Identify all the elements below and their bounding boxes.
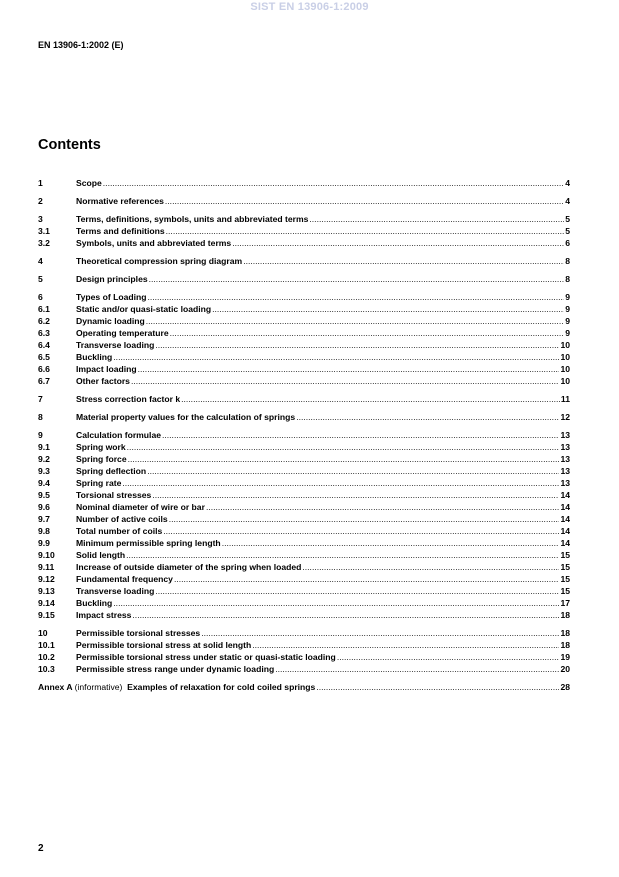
toc-entry-title: Material property values for the calculation of springs — [76, 412, 296, 422]
dot-leader — [138, 363, 560, 375]
toc-entry-title: Fundamental frequency — [76, 574, 173, 584]
toc-entry-number: 8 — [38, 412, 43, 422]
toc-entry-page: 10 — [560, 364, 570, 374]
toc-entry-number: 6.1 — [38, 304, 50, 314]
toc-entry[interactable] — [38, 429, 570, 441]
toc-entry-page: 13 — [560, 478, 570, 488]
dot-leader — [113, 351, 559, 363]
dot-leader — [309, 213, 564, 225]
dot-leader — [127, 441, 560, 453]
toc-entry-title: Other factors — [76, 376, 130, 386]
toc-entry-number: 6 — [38, 292, 43, 302]
toc-entry-title: Buckling — [76, 598, 113, 608]
toc-entry-number: 9.10 — [38, 550, 55, 560]
toc-entry[interactable] — [38, 237, 570, 249]
toc-entry-number: 9.14 — [38, 598, 55, 608]
toc-entry[interactable] — [38, 195, 570, 207]
toc-entry-page: 13 — [560, 430, 570, 440]
toc-entry-title: Normative references — [76, 196, 164, 206]
toc-entry-page: 8 — [565, 256, 570, 266]
dot-leader — [132, 609, 559, 621]
page-title: Contents — [38, 137, 101, 153]
toc-entry-annex[interactable] — [38, 681, 570, 693]
toc-entry-title: Design principles — [76, 274, 148, 284]
toc-entry[interactable] — [38, 525, 570, 537]
toc-entry-number: 9.1 — [38, 442, 50, 452]
dot-leader — [296, 411, 559, 423]
toc-entry-number: 9 — [38, 430, 43, 440]
toc-entry-page: 9 — [565, 304, 570, 314]
toc-entry[interactable] — [38, 513, 570, 525]
toc-entry[interactable] — [38, 537, 570, 549]
toc-entry[interactable] — [38, 651, 570, 663]
dot-leader — [163, 525, 559, 537]
page-number: 2 — [38, 843, 44, 854]
toc-entry-page: 15 — [560, 586, 570, 596]
toc-entry-page: 9 — [565, 328, 570, 338]
toc-entry-page: 10 — [560, 352, 570, 362]
toc-entry-number: 9.11 — [38, 562, 55, 572]
toc-entry-page: 13 — [560, 454, 570, 464]
toc-entry-title: Impact stress — [76, 610, 132, 620]
dot-leader — [275, 663, 559, 675]
toc-entry-page: 14 — [560, 538, 570, 548]
toc-entry-number: 9.15 — [38, 610, 55, 620]
toc-entry-page: 18 — [560, 628, 570, 638]
toc-entry-number: 9.6 — [38, 502, 50, 512]
toc-entry[interactable] — [38, 177, 570, 189]
toc-entry-page: 20 — [560, 664, 570, 674]
dot-leader — [148, 291, 565, 303]
toc-entry[interactable] — [38, 213, 570, 225]
dot-leader — [103, 177, 564, 189]
toc-entry-title: Spring force — [76, 454, 127, 464]
toc-entry-title: Permissible torsional stress at solid length — [76, 640, 252, 650]
toc-entry[interactable] — [38, 363, 570, 375]
toc-entry-page: 5 — [565, 214, 570, 224]
toc-entry-page: 15 — [560, 562, 570, 572]
dot-leader — [162, 429, 559, 441]
dot-leader — [146, 315, 564, 327]
toc-entry-number: 9.2 — [38, 454, 50, 464]
dot-leader — [155, 339, 559, 351]
toc-entry-page: 18 — [560, 610, 570, 620]
toc-entry-title: Transverse loading — [76, 586, 155, 596]
toc-entry-number: 10.2 — [38, 652, 55, 662]
toc-entry[interactable] — [38, 585, 570, 597]
toc-entry-title: Dynamic loading — [76, 316, 145, 326]
toc-entry-title: Number of active coils — [76, 514, 168, 524]
toc-entry-title: Permissible torsional stress under static or quasi-static loading — [76, 652, 336, 662]
toc-entry[interactable] — [38, 453, 570, 465]
toc-entry-page: 19 — [560, 652, 570, 662]
toc-entry-title: Terms, definitions, symbols, units and abbreviated terms — [76, 214, 309, 224]
toc-entry-title: Transverse loading — [76, 340, 155, 350]
toc-entry-number: 6.6 — [38, 364, 50, 374]
toc-entry[interactable] — [38, 225, 570, 237]
toc-entry-title: Impact loading — [76, 364, 137, 374]
toc-entry-page: 14 — [560, 526, 570, 536]
toc-entry-number: 1 — [38, 178, 43, 188]
toc-entry-number: 10.1 — [38, 640, 55, 650]
dot-leader — [174, 573, 560, 585]
toc-entry[interactable] — [38, 549, 570, 561]
toc-entry-number: 9.5 — [38, 490, 50, 500]
toc-entry-title: Operating temperature — [76, 328, 169, 338]
toc-entry-page: 15 — [560, 550, 570, 560]
toc-entry-title: Total number of coils — [76, 526, 163, 536]
dot-leader — [212, 303, 564, 315]
dot-leader — [170, 327, 565, 339]
toc-entry-number: 3 — [38, 214, 43, 224]
annex-page: 28 — [560, 682, 570, 692]
toc-entry[interactable] — [38, 315, 570, 327]
toc-entry-title: Stress correction factor k — [76, 394, 181, 404]
toc-entry-title: Static and/or quasi-static loading — [76, 304, 212, 314]
dot-leader — [243, 255, 564, 267]
toc-entry-number: 6.7 — [38, 376, 50, 386]
toc-entry-number: 9.3 — [38, 466, 50, 476]
dot-leader — [152, 489, 559, 501]
dot-leader — [113, 597, 559, 609]
toc-entry[interactable] — [38, 489, 570, 501]
dot-leader — [206, 501, 560, 513]
toc-entry[interactable] — [38, 561, 570, 573]
toc-entry[interactable] — [38, 501, 570, 513]
toc-entry[interactable] — [38, 351, 570, 363]
dot-leader — [337, 651, 560, 663]
toc-entry-title: Spring deflection — [76, 466, 147, 476]
dot-leader — [165, 195, 564, 207]
toc-entry-title: Types of Loading — [76, 292, 147, 302]
toc-entry[interactable] — [38, 663, 570, 675]
toc-entry[interactable] — [38, 411, 570, 423]
toc-entry-title: Spring rate — [76, 478, 122, 488]
toc-entry-page: 9 — [565, 292, 570, 302]
toc-entry-title: Spring work — [76, 442, 126, 452]
toc-entry-title: Permissible torsional stresses — [76, 628, 201, 638]
toc-entry[interactable] — [38, 465, 570, 477]
dot-leader — [222, 537, 560, 549]
toc-entry[interactable] — [38, 441, 570, 453]
toc-entry-page: 12 — [560, 412, 570, 422]
toc-entry[interactable] — [38, 291, 570, 303]
toc-entry[interactable] — [38, 255, 570, 267]
toc-entry-number: 10 — [38, 628, 48, 638]
watermark: SIST EN 13906-1:2009 — [250, 1, 369, 13]
toc-entry-page: 8 — [565, 274, 570, 284]
toc-entry-title: Theoretical compression spring diagram — [76, 256, 243, 266]
toc-entry-title: Terms and definitions — [76, 226, 165, 236]
toc-entry-number: 9.7 — [38, 514, 50, 524]
annex-label: Examples of relaxation for cold coiled springs — [127, 682, 316, 692]
toc-entry-title: Scope — [76, 178, 102, 188]
toc-entry[interactable] — [38, 303, 570, 315]
toc-entry[interactable] — [38, 273, 570, 285]
toc-entry[interactable] — [38, 597, 570, 609]
toc-entry-number: 10.3 — [38, 664, 55, 674]
toc-entry-page: 4 — [565, 196, 570, 206]
toc-entry[interactable] — [38, 393, 570, 405]
toc-entry-number: 9.8 — [38, 526, 50, 536]
toc-entry[interactable] — [38, 477, 570, 489]
dot-leader — [155, 585, 559, 597]
toc-entry-title: Calculation formulae — [76, 430, 161, 440]
toc-entry-title: Solid length — [76, 550, 126, 560]
dot-leader — [316, 681, 559, 693]
toc-entry-number: 7 — [38, 394, 43, 404]
toc-entry-number: 9.12 — [38, 574, 55, 584]
toc-entry-title: Permissible stress range under dynamic loading — [76, 664, 275, 674]
dot-leader — [302, 561, 559, 573]
toc-entry-number: 9.9 — [38, 538, 50, 548]
toc-entry-title: Symbols, units and abbreviated terms — [76, 238, 232, 248]
toc-entry-page: 18 — [560, 640, 570, 650]
toc-entry-number: 2 — [38, 196, 43, 206]
toc-entry-page: 14 — [560, 490, 570, 500]
toc-entry-number: 3.2 — [38, 238, 50, 248]
dot-leader — [149, 273, 565, 285]
toc-entry-page: 5 — [565, 226, 570, 236]
toc-entry[interactable] — [38, 375, 570, 387]
toc-entry-number: 6.4 — [38, 340, 50, 350]
toc-entry-page: 10 — [560, 376, 570, 386]
dot-leader — [201, 627, 559, 639]
dot-leader — [181, 393, 560, 405]
toc-entry-page: 6 — [565, 238, 570, 248]
toc-entry[interactable] — [38, 327, 570, 339]
toc-entry-page: 17 — [560, 598, 570, 608]
toc-entry[interactable] — [38, 573, 570, 585]
toc-entry-number: 9.4 — [38, 478, 50, 488]
dot-leader — [126, 549, 559, 561]
toc-entry-page: 15 — [560, 574, 570, 584]
toc-entry[interactable] — [38, 609, 570, 621]
toc-entry-page: 14 — [560, 502, 570, 512]
toc-entry-page: 10 — [560, 340, 570, 350]
toc-entry-title: Increase of outside diameter of the spring when loaded — [76, 562, 302, 572]
toc-entry-title: Minimum permissible spring length — [76, 538, 221, 548]
dot-leader — [147, 465, 559, 477]
table-of-contents — [38, 177, 570, 693]
dot-leader — [252, 639, 559, 651]
toc-entry[interactable] — [38, 339, 570, 351]
toc-entry[interactable] — [38, 639, 570, 651]
toc-entry-number: 4 — [38, 256, 43, 266]
annex-title — [38, 681, 315, 693]
dot-leader — [169, 513, 560, 525]
toc-entry-title: Buckling — [76, 352, 113, 362]
dot-leader — [166, 225, 565, 237]
toc-entry-page: 13 — [560, 442, 570, 452]
annex-informative-tag: (informative) — [74, 682, 123, 692]
toc-entry-title: Nominal diameter of wire or bar — [76, 502, 205, 512]
toc-entry-number: 3.1 — [38, 226, 50, 236]
toc-entry-number: 5 — [38, 274, 43, 284]
toc-entry-page: 13 — [560, 466, 570, 476]
toc-entry-page: 9 — [565, 316, 570, 326]
toc-entry-page: 14 — [560, 514, 570, 524]
toc-entry-number: 9.13 — [38, 586, 55, 596]
toc-entry-title: Torsional stresses — [76, 490, 152, 500]
toc-entry[interactable] — [38, 627, 570, 639]
dot-leader — [232, 237, 564, 249]
dot-leader — [131, 375, 559, 387]
dot-leader — [122, 477, 559, 489]
toc-entry-number: 6.5 — [38, 352, 50, 362]
dot-leader — [128, 453, 560, 465]
toc-entry-number: 6.3 — [38, 328, 50, 338]
toc-entry-page: 4 — [565, 178, 570, 188]
annex-prefix: Annex A — [38, 682, 73, 692]
toc-entry-number: 6.2 — [38, 316, 50, 326]
document-reference: EN 13906-1:2002 (E) — [38, 40, 124, 50]
toc-entry-page: 11 — [560, 394, 570, 404]
